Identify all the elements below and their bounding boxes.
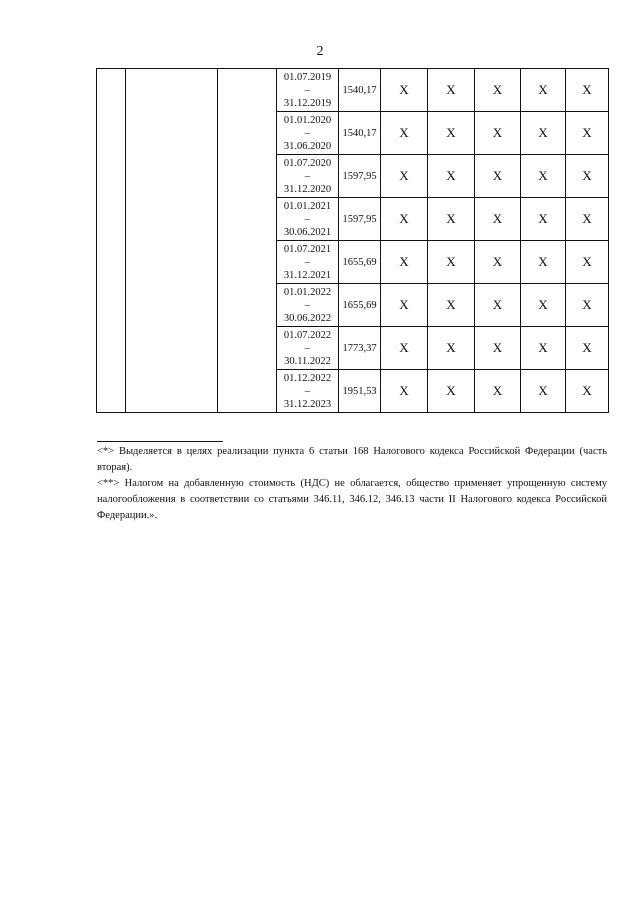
mark-cell: X bbox=[566, 327, 609, 370]
tariff-table bbox=[96, 68, 609, 413]
mark-cell: X bbox=[428, 112, 475, 155]
period-start: 01.01.2020 bbox=[283, 114, 332, 126]
period-cell bbox=[277, 112, 339, 155]
period-dash: – bbox=[304, 170, 311, 182]
mark-cell: X bbox=[566, 370, 609, 413]
period-start: 01.07.2022 bbox=[283, 329, 332, 341]
period-cell bbox=[277, 327, 339, 370]
mark-cell: X bbox=[521, 112, 566, 155]
mark-cell: X bbox=[521, 241, 566, 284]
mark-cell: X bbox=[475, 112, 521, 155]
mark-cell: X bbox=[566, 112, 609, 155]
period-dash: – bbox=[304, 127, 311, 139]
mark-cell: X bbox=[475, 327, 521, 370]
mark-cell: X bbox=[428, 198, 475, 241]
mark-cell: X bbox=[475, 155, 521, 198]
period-dash: – bbox=[304, 299, 311, 311]
period-start: 01.01.2021 bbox=[283, 200, 332, 212]
period-start: 01.01.2022 bbox=[283, 286, 332, 298]
period-end: 31.12.2019 bbox=[283, 97, 332, 109]
tariff-value-cell: 1597,95 bbox=[339, 198, 381, 241]
period-dash: – bbox=[304, 342, 311, 354]
mark-cell: X bbox=[475, 198, 521, 241]
mark-cell: X bbox=[381, 370, 428, 413]
mark-cell: X bbox=[381, 112, 428, 155]
empty-merged-cell bbox=[126, 69, 218, 413]
mark-cell: X bbox=[521, 69, 566, 112]
period-start: 01.07.2020 bbox=[283, 157, 332, 169]
mark-cell: X bbox=[381, 284, 428, 327]
tariff-table-body bbox=[97, 69, 609, 413]
period-end: 30.06.2022 bbox=[283, 312, 332, 324]
period-cell bbox=[277, 284, 339, 327]
mark-cell: X bbox=[428, 155, 475, 198]
mark-cell: X bbox=[566, 284, 609, 327]
mark-cell: X bbox=[566, 241, 609, 284]
empty-merged-cell bbox=[218, 69, 277, 413]
period-end: 31.12.2021 bbox=[283, 269, 332, 281]
mark-cell: X bbox=[521, 284, 566, 327]
tariff-value-cell: 1773,37 bbox=[339, 327, 381, 370]
mark-cell: X bbox=[381, 155, 428, 198]
mark-cell: X bbox=[566, 155, 609, 198]
mark-cell: X bbox=[475, 284, 521, 327]
mark-cell: X bbox=[381, 241, 428, 284]
mark-cell: X bbox=[521, 198, 566, 241]
mark-cell: X bbox=[475, 370, 521, 413]
mark-cell: X bbox=[521, 155, 566, 198]
empty-merged-cell bbox=[97, 69, 126, 413]
mark-cell: X bbox=[428, 370, 475, 413]
footnote-1: <*> Выделяется в целях реализации пункта 6 статьи 168 Налогового кодекса Российской Федерации (часть вторая). bbox=[97, 446, 607, 473]
mark-cell: X bbox=[521, 370, 566, 413]
tariff-value-cell: 1951,53 bbox=[339, 370, 381, 413]
period-cell bbox=[277, 69, 339, 112]
tariff-value-cell: 1597,95 bbox=[339, 155, 381, 198]
mark-cell: X bbox=[428, 284, 475, 327]
mark-cell: X bbox=[428, 241, 475, 284]
period-start: 01.07.2021 bbox=[283, 243, 332, 255]
footnotes bbox=[97, 444, 607, 524]
page-number: 2 bbox=[316, 44, 324, 59]
period-dash: – bbox=[304, 213, 311, 225]
footnote-2: <**> Налогом на добавленную стоимость (НДС) не облагается, общество применяет упрощенную систему налогообложения в соответствии со статьями 346.11, 346.12, 346.13 части II Налогового кодекса Российской Федерации.». bbox=[97, 478, 607, 521]
tariff-value-cell: 1655,69 bbox=[339, 284, 381, 327]
period-dash: – bbox=[304, 84, 311, 96]
mark-cell: X bbox=[428, 69, 475, 112]
period-cell bbox=[277, 370, 339, 413]
period-cell bbox=[277, 198, 339, 241]
period-end: 31.12.2023 bbox=[283, 398, 332, 410]
table-row bbox=[97, 69, 609, 112]
period-cell bbox=[277, 155, 339, 198]
mark-cell: X bbox=[521, 327, 566, 370]
mark-cell: X bbox=[475, 69, 521, 112]
tariff-value-cell: 1540,17 bbox=[339, 69, 381, 112]
mark-cell: X bbox=[381, 327, 428, 370]
period-dash: – bbox=[304, 256, 311, 268]
mark-cell: X bbox=[475, 241, 521, 284]
period-start: 01.12.2022 bbox=[283, 372, 332, 384]
tariff-value-cell: 1655,69 bbox=[339, 241, 381, 284]
period-end: 31.06.2020 bbox=[283, 140, 332, 152]
period-cell bbox=[277, 241, 339, 284]
mark-cell: X bbox=[428, 327, 475, 370]
period-dash: – bbox=[304, 385, 311, 397]
mark-cell: X bbox=[381, 69, 428, 112]
period-start: 01.07.2019 bbox=[283, 71, 332, 83]
mark-cell: X bbox=[381, 198, 428, 241]
period-end: 30.06.2021 bbox=[283, 226, 332, 238]
tariff-value-cell: 1540,17 bbox=[339, 112, 381, 155]
period-end: 31.12.2020 bbox=[283, 183, 332, 195]
period-end: 30.11.2022 bbox=[284, 355, 331, 367]
mark-cell: X bbox=[566, 69, 609, 112]
mark-cell: X bbox=[566, 198, 609, 241]
footnote-divider bbox=[97, 441, 223, 442]
